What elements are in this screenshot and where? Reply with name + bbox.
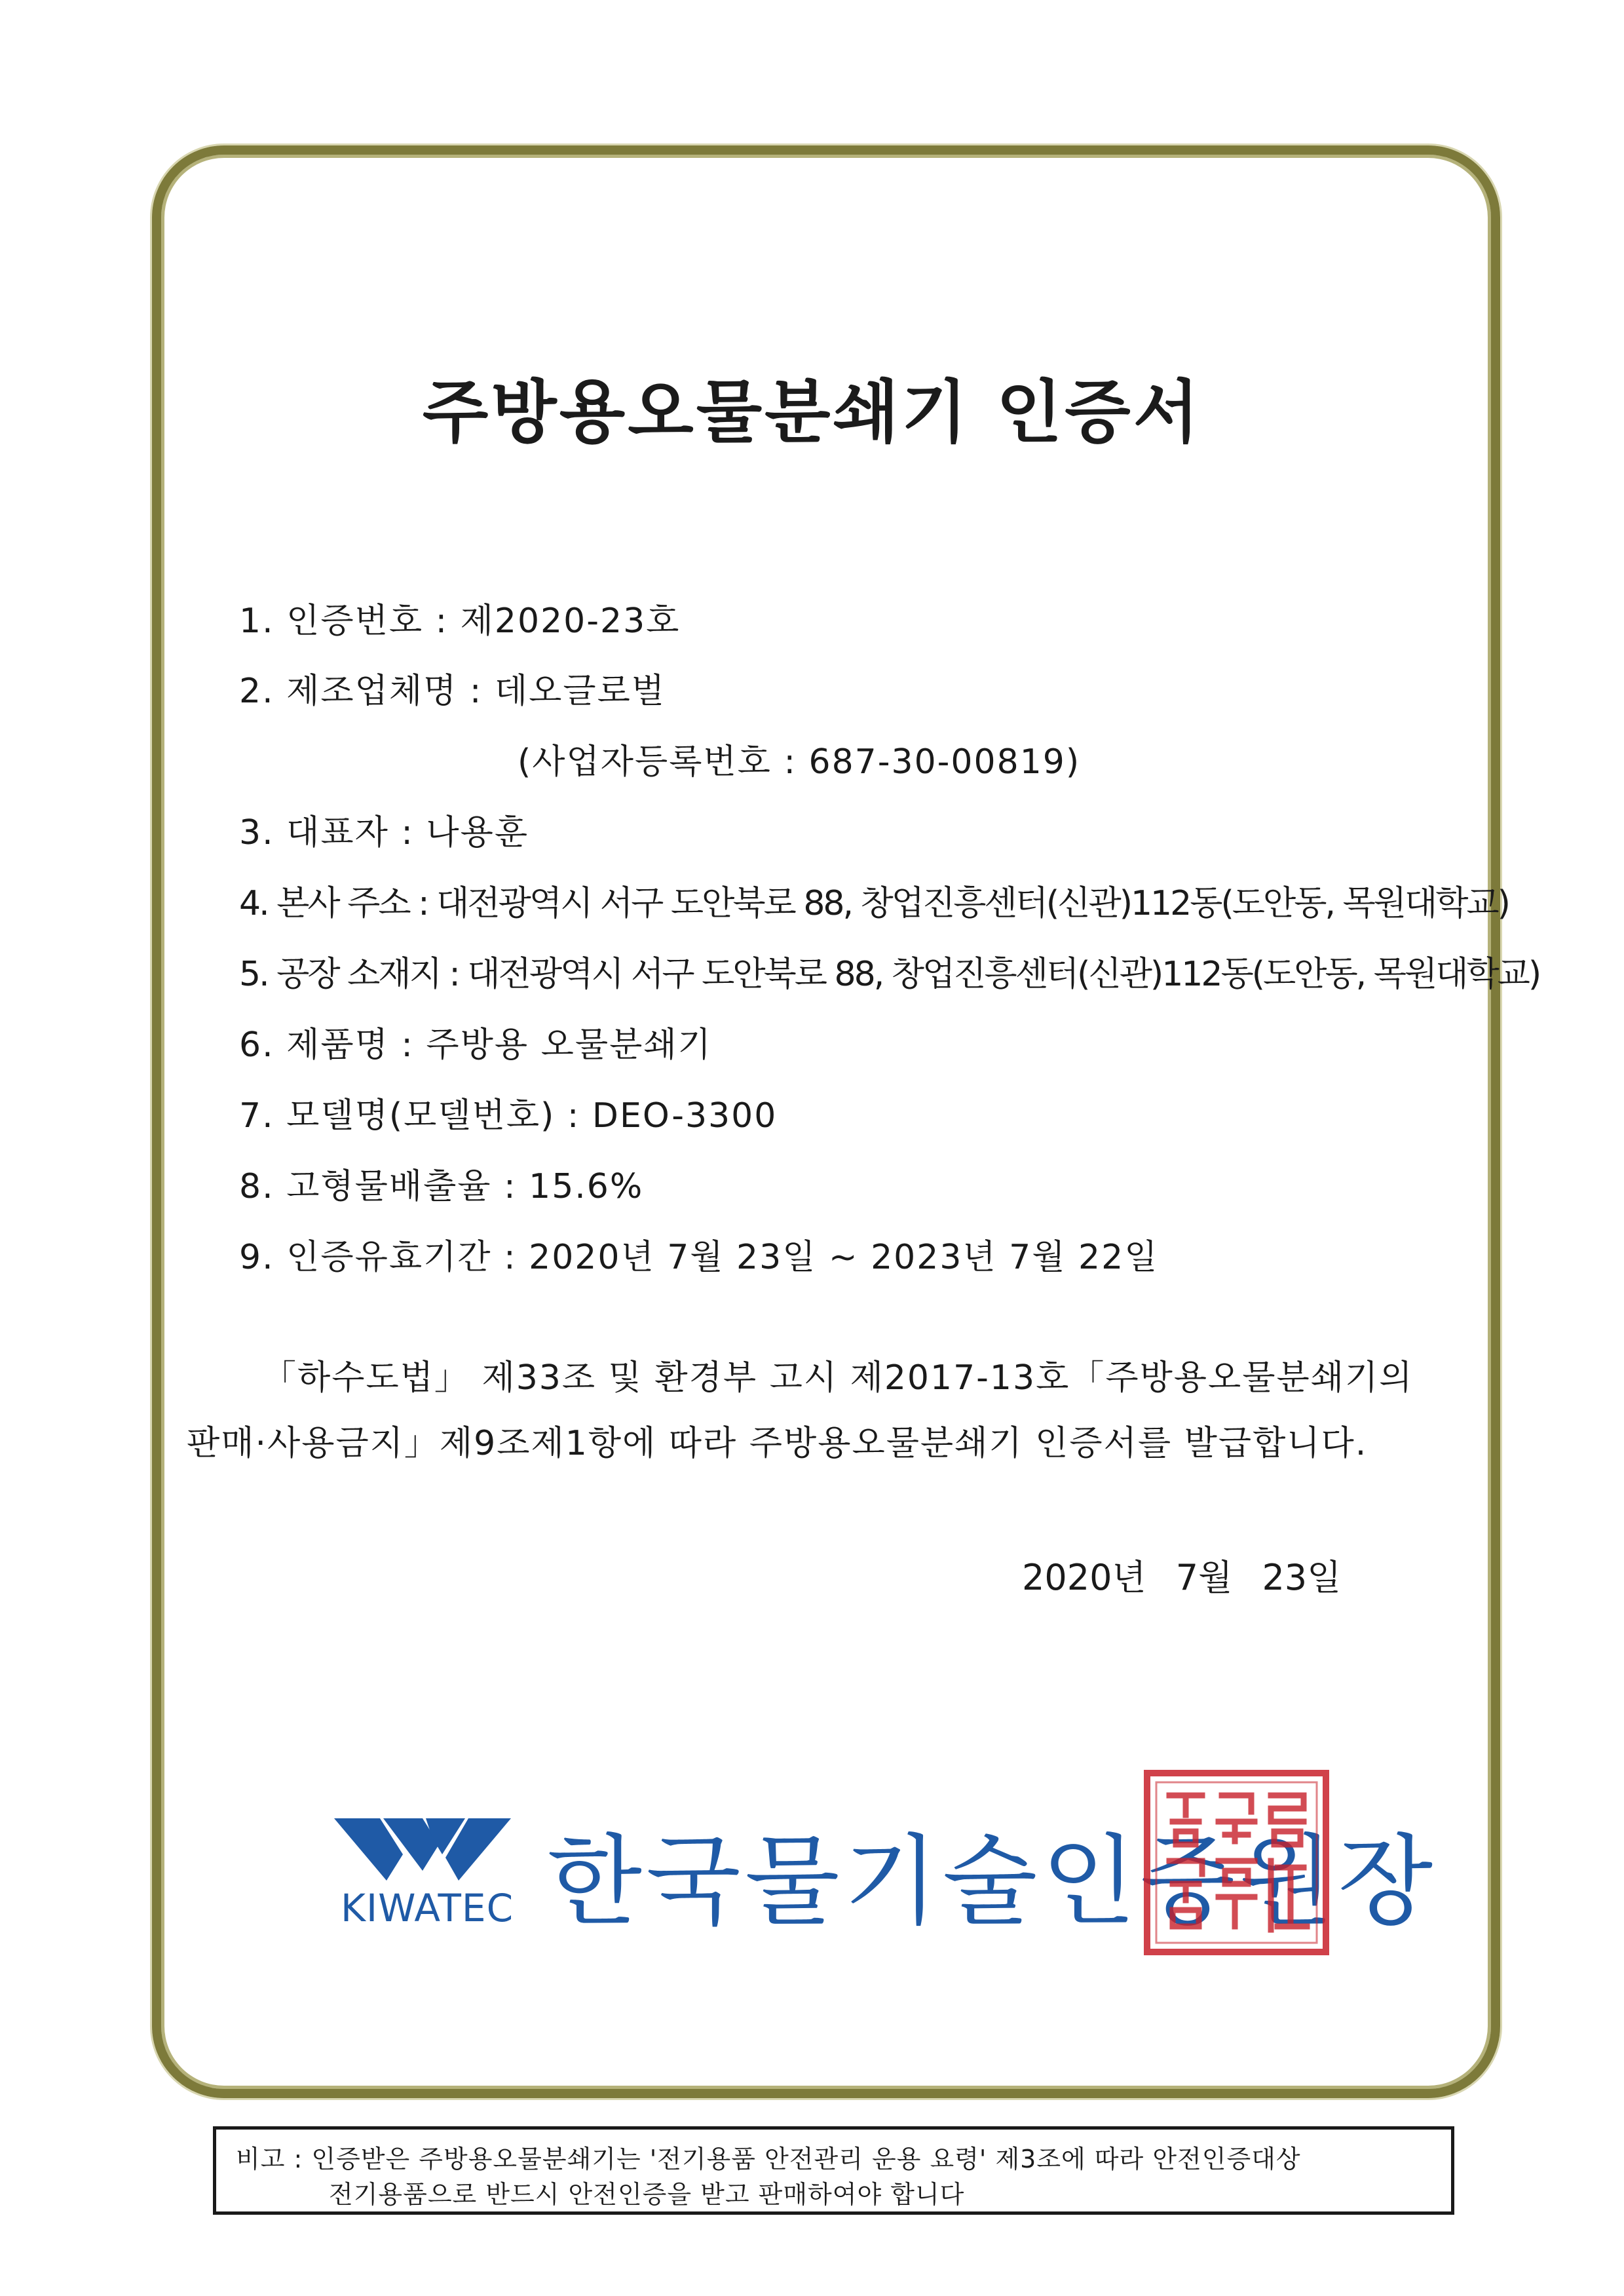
item-certification-number: 1. 인증번호 : 제2020-23호	[239, 602, 681, 641]
item-manufacturer: 2. 제조업체명 : 데오글로벌	[239, 672, 666, 711]
item-factory-address: 5. 공장 소재지 : 대전광역시 서구 도안북로 88, 창업진흥센터(신관)112동(도안동, 목원대학교)	[239, 955, 1540, 994]
kiwatec-logo-text: KIWATEC	[341, 1886, 514, 1930]
remarks-line-2: 전기용품으로 반드시 안전인증을 받고 판매하여야 합니다	[329, 2180, 965, 2209]
issuer-name: 한국물기술인증원장	[547, 1825, 1437, 1939]
official-seal-icon	[1143, 1769, 1330, 1956]
statement-line-1: 「하수도법」 제33조 및 환경부 고시 제2017-13호「주방용오물분쇄기의	[262, 1358, 1414, 1398]
item-business-registration: (사업자등록번호 : 687-30-00819)	[518, 742, 1081, 782]
item-head-office-address: 4. 본사 주소 : 대전광역시 서구 도안북로 88, 창업진흥센터(신관)112동(도안동, 목원대학교)	[239, 884, 1509, 923]
remarks-box	[213, 2126, 1454, 2215]
item-product-name: 6. 제품명 : 주방용 오물분쇄기	[239, 1025, 712, 1065]
issue-date: 2020년 7월 23일	[1022, 1557, 1342, 1598]
remarks-line-1: 비고 : 인증받은 주방용오물분쇄기는 '전기용품 안전관리 운용 요령' 제3조에 따라 안전인증대상	[236, 2145, 1301, 2173]
item-model-name: 7. 모델명(모델번호) : DEO-3300	[239, 1096, 778, 1136]
kiwatec-logo-icon	[334, 1818, 511, 1884]
item-representative: 3. 대표자 : 나용훈	[239, 813, 529, 852]
statement-line-2: 판매·사용금지」제9조제1항에 따라 주방용오물분쇄기 인증서를 발급합니다.	[187, 1424, 1368, 1463]
item-validity-period: 9. 인증유효기간 : 2020년 7월 23일 ~ 2023년 7월 22일	[239, 1238, 1159, 1277]
certificate-title: 주방용오물분쇄기 인증서	[422, 372, 1202, 452]
item-discharge-rate: 8. 고형물배출율 : 15.6%	[239, 1167, 644, 1206]
